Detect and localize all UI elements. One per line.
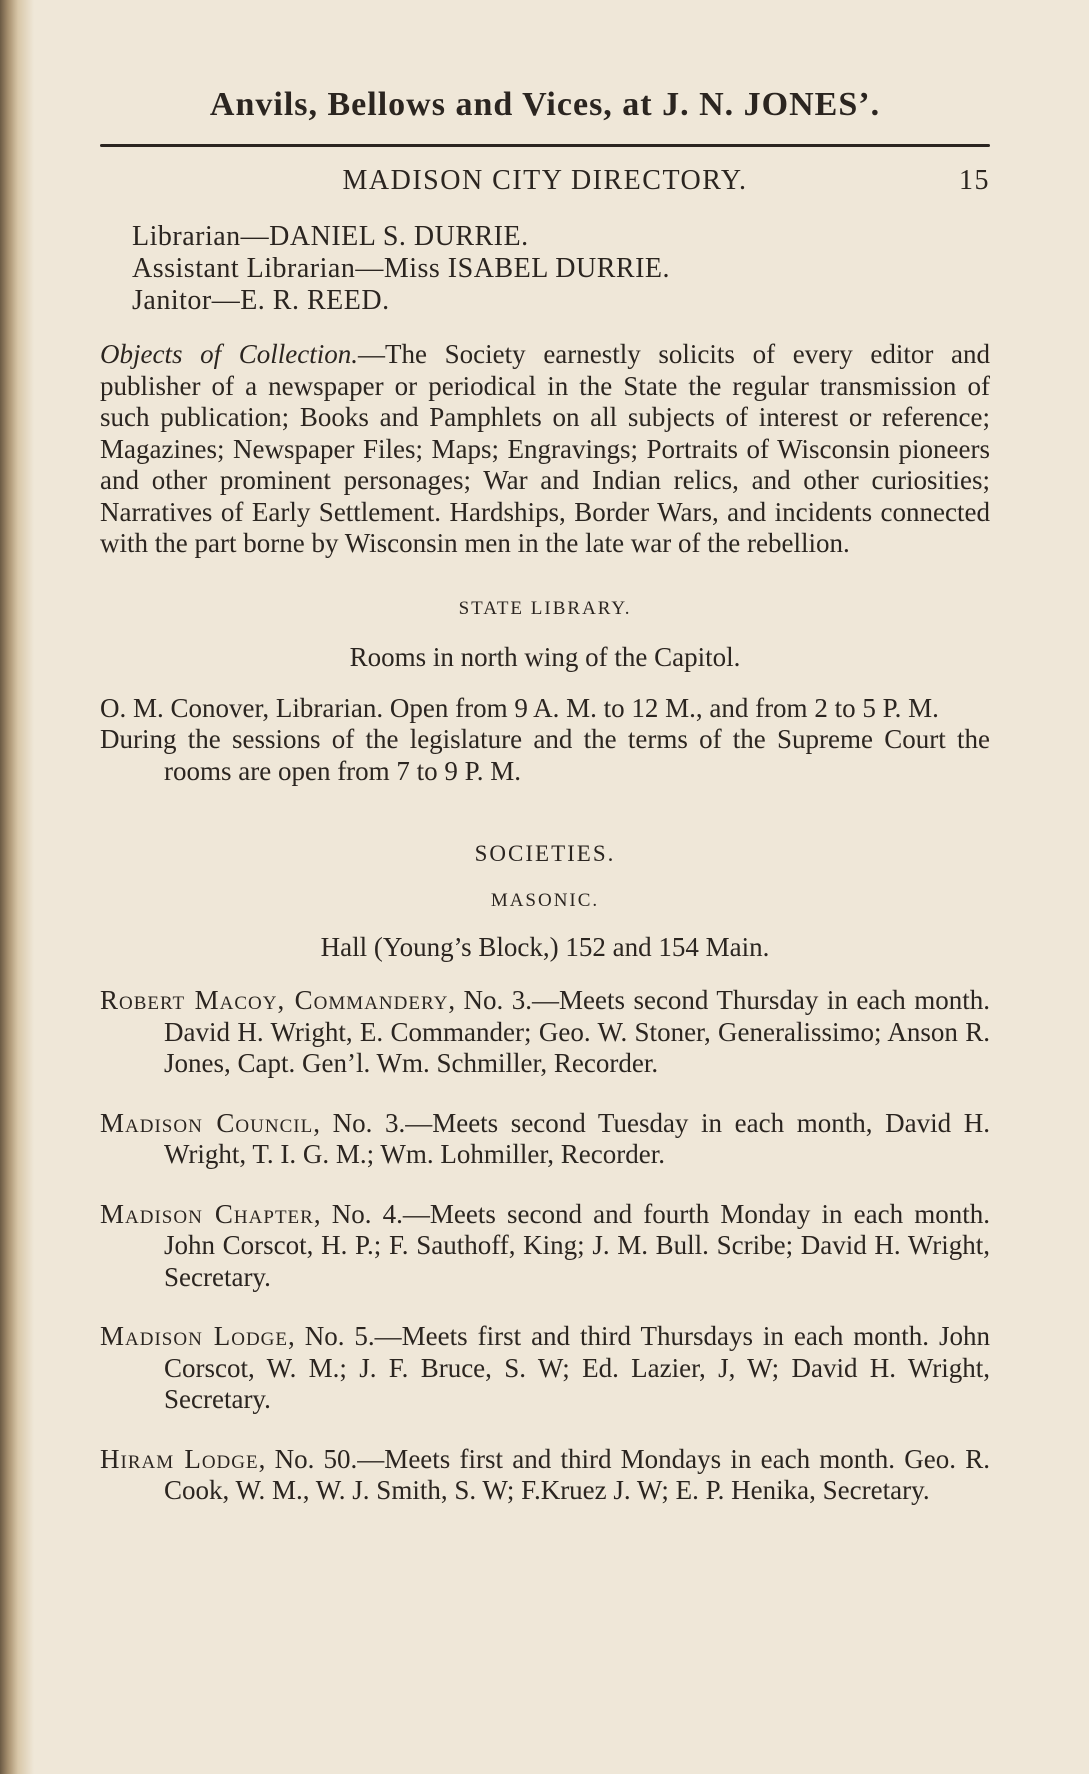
state-library-session-hours: During the sessions of the legislature and the terms of the Supreme Court the rooms are open from 7 to 9 P. M. [100,724,990,786]
lodge-text: , No. 3.—Meets second Tuesday in each month, David H. Wright, T. I. G. M.; Wm. Lohmiller, Recorder. [164,1107,990,1169]
lodge-name: Madison Council [100,1107,314,1138]
page-number: 15 [959,165,990,196]
book-spine-shadow [0,0,34,1774]
objects-lead: Objects of Collection. [100,339,359,369]
lodge-list [100,985,990,1507]
lodge-text: , No. 3.—Meets second Thursday in each month. David H. Wright, E. Commander; Geo. W. Stoner, Generalissimo; Anson R. Jones, Capt. Gen’l. Wm. Schmiller, Recorder. [164,985,990,1078]
directory-title: MADISON CITY DIRECTORY. [342,165,748,196]
directory-page [100,80,990,1507]
lodge-entry [100,1108,990,1171]
lodge-entry [100,985,990,1080]
objects-body: —The Society earnestly solicits of every editor and publisher of a newspaper or periodical in the State the regular transmission of such publication; Books and Pamphlets on all subjects of interest or reference; Magazines; Newspaper Files; Maps; Engravings; Portraits of Wisconsin pioneers and other prominent personages; War and Indian relics, and other curiosities; Narratives of Early Settlement. Hardships, Border Wars, and incidents connected with the part borne by Wisconsin men in the late war of the rebellion. [100,339,990,558]
lodge-text: , No. 50.—Meets first and third Mondays in each month. Geo. R. Cook, W. M., W. J. Smith, S. W; F.Kruez J. W; E. P. Henika, Secretary. [164,1443,990,1505]
staff-line: Janitor—E. R. REED. [132,285,390,316]
masonic-subheading: MASONIC. [490,890,600,911]
header-rule [100,144,990,147]
lodge-entry [100,1321,990,1416]
state-library-hours: O. M. Conover, Librarian. Open from 9 A. M. to 12 M., and from 2 to 5 P. M. [100,692,939,723]
objects-of-collection-paragraph [100,339,990,560]
state-library-heading: STATE LIBRARY. [458,597,632,619]
page-advertisement: Anvils, Bellows and Vices, at J. N. JONES’. [209,86,881,123]
lodge-text: , No. 4.—Meets second and fourth Monday in each month. John Corscot, H. P.; F. Sauthoff, King; J. M. Bull. Scribe; David H. Wright, Secretary. [164,1198,990,1292]
masonic-hall-line: Hall (Young’s Block,) 152 and 154 Main. [320,932,770,962]
lodge-entry [100,1199,990,1294]
lodge-text: , No. 5.—Meets first and third Thursdays in each month. John Corscot, W. M.; J. F. Bruce, S. W; Ed. Lazier, J, W; David H. Wright, Secretary. [164,1321,990,1414]
state-library-rooms: Rooms in north wing of the Capitol. [349,641,741,672]
societies-heading: SOCIETIES. [474,841,616,866]
lodge-name: Madison Lodge [100,1321,289,1351]
lodge-name: Robert Macoy, Commandery [100,985,449,1015]
staff-line: Librarian—DANIEL S. DURRIE. [132,221,529,252]
lodge-name: Madison Chapter [100,1198,314,1229]
staff-line: Assistant Librarian—Miss ISABEL DURRIE. [132,253,670,284]
lodge-name: Hiram Lodge [100,1443,259,1474]
running-head [100,165,990,205]
lodge-entry [100,1444,990,1507]
library-staff-list [100,221,990,317]
